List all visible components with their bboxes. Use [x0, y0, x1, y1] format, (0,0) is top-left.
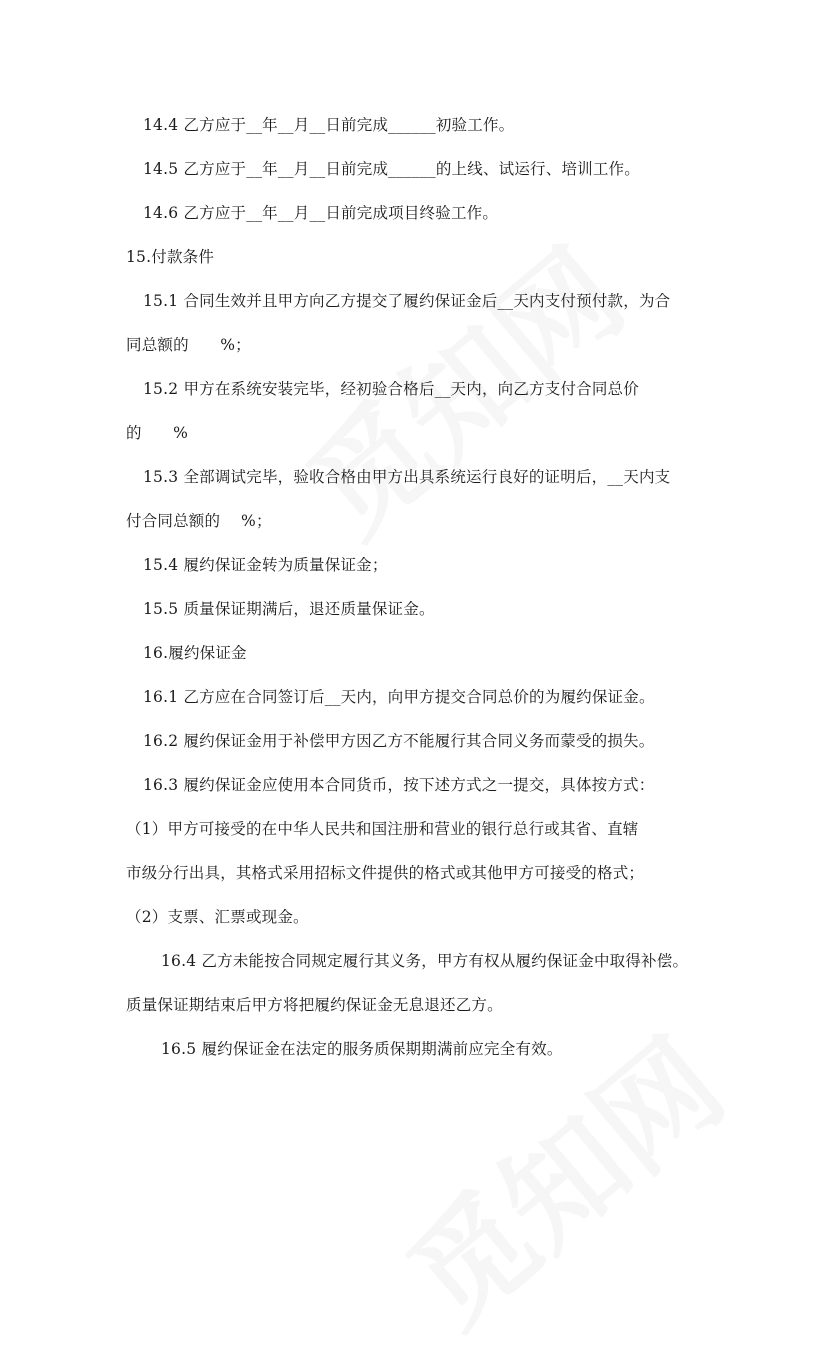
clause-16-4: 16.4 乙方未能按合同规定履行其义务，甲方有权从履约保证金中取得补偿。 — [161, 952, 689, 970]
section-16-heading: 16.履约保证金 — [143, 644, 247, 662]
clause-16-1: 16.1 乙方应在合同签订后__天内，向甲方提交合同总价的为履约保证金。 — [143, 688, 655, 706]
clause-15-2: 15.2 甲方在系统安装完毕，经初验合格后__天内，向乙方支付合同总价 — [143, 380, 639, 398]
clause-16-3-option-1: （1）甲方可接受的在中华人民共和国注册和营业的银行总行或其省、直辖 — [126, 820, 639, 838]
clause-16-3-option-1-cont: 市级分行出具，其格式采用招标文件提供的格式或其他甲方可接受的格式； — [126, 864, 645, 882]
clause-15-3: 15.3 全部调试完毕，验收合格由甲方出具系统运行良好的证明后，__天内支 — [143, 468, 671, 486]
clause-16-3: 16.3 履约保证金应使用本合同货币，按下述方式之一提交，具体按方式： — [143, 776, 655, 794]
clause-14-4: 14.4 乙方应于__年__月__日前完成______初验工作。 — [143, 116, 515, 134]
clause-16-3-option-2: （2）支票、汇票或现金。 — [126, 908, 309, 926]
section-15-heading: 15.付款条件 — [126, 248, 215, 266]
clause-15-1-cont: 同总额的 %； — [126, 336, 251, 354]
clause-15-5: 15.5 质量保证期满后，退还质量保证金。 — [143, 600, 435, 618]
clause-15-3-cont: 付合同总额的 %； — [126, 512, 272, 530]
clause-15-1: 15.1 合同生效并且甲方向乙方提交了履约保证金后__天内支付预付款，为合 — [143, 292, 671, 310]
clause-14-6: 14.6 乙方应于__年__月__日前完成项目终验工作。 — [143, 204, 499, 222]
clause-16-2: 16.2 履约保证金用于补偿甲方因乙方不能履行其合同义务而蒙受的损失。 — [143, 732, 655, 750]
clause-14-5: 14.5 乙方应于__年__月__日前完成______的上线、试运行、培训工作。 — [143, 160, 640, 178]
clause-15-4: 15.4 履约保证金转为质量保证金； — [143, 556, 388, 574]
clause-16-4-cont: 质量保证期结束后甲方将把履约保证金无息退还乙方。 — [126, 996, 503, 1014]
clause-15-2-cont: 的 % — [126, 424, 189, 442]
clause-16-5: 16.5 履约保证金在法定的服务质保期期满前应完全有效。 — [161, 1040, 563, 1058]
